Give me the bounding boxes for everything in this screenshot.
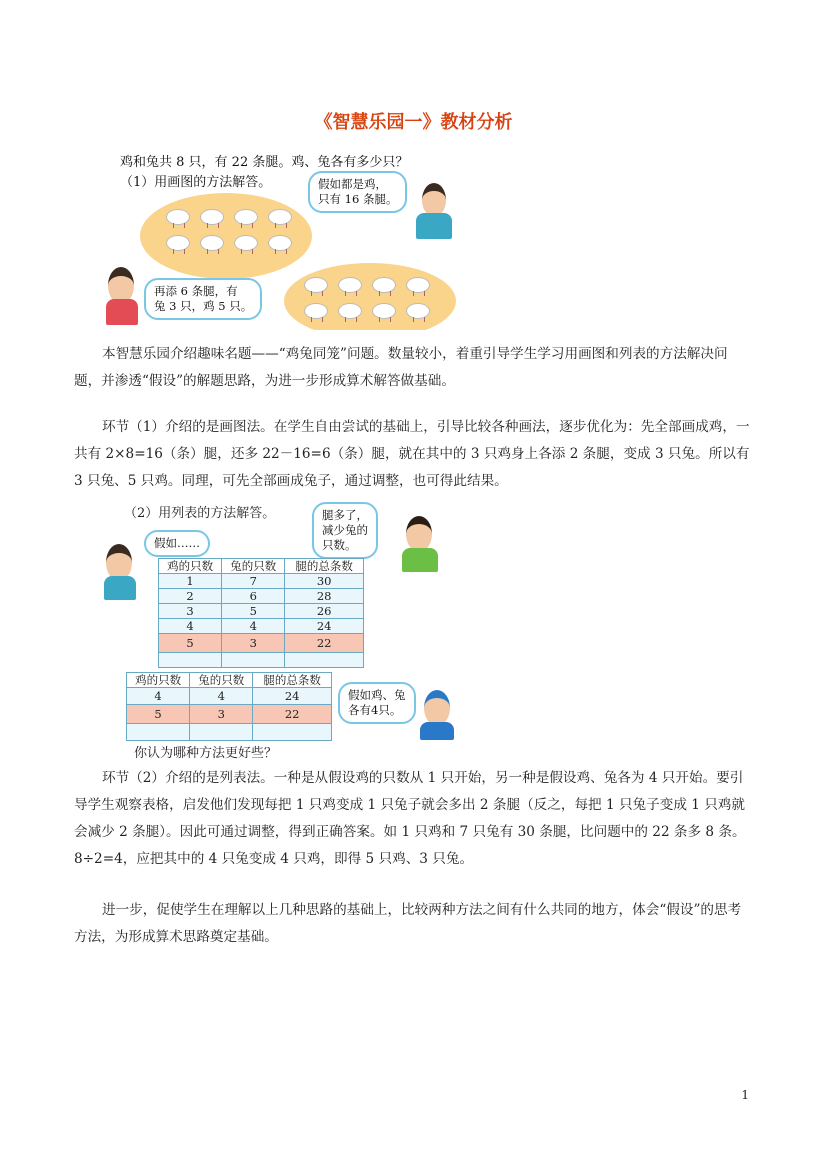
table-header-cell: 鸡的只数 [127,673,190,688]
table-from-one [158,558,364,668]
paragraph-text: 本智慧乐园介绍趣味名题——“鸡兔同笼”问题。数量较小，着重引导学生学习用画图和列表的方法解决问题，并渗透“假设”的解题思路，为进一步形成算术解答做基础。 [74,346,728,389]
table-cell: 6 [222,589,285,604]
table-cell: 4 [127,688,190,705]
table-cell: 2 [159,589,222,604]
speech-bubble-right [308,171,407,213]
table-cell: 3 [190,705,253,724]
bubble-line: 只有 16 条腿。 [318,192,398,206]
paragraph-step1 [74,414,754,495]
speech-bubble-left: 假如…… [144,530,210,557]
table-cell: 7 [222,574,285,589]
animal-drawing [338,277,362,293]
paragraph-intro [74,341,754,395]
paragraph-summary [74,897,754,951]
bubble-line: 假如鸡、兔 [348,688,406,702]
bubble-line: 减少兔的 [322,523,368,537]
table-cell: 5 [222,604,285,619]
animal-drawing [234,209,258,225]
animal-drawing [372,277,396,293]
table-header-row [159,559,364,574]
paragraph-text: 环节（2）介绍的是列表法。一种是从假设鸡的只数从 1 只开始，另一种是假设鸡、兔各为 4 只开始。要引导学生观察表格，启发他们发现每把 1 只鸡变成 1 只兔子就会多出 2 条腿（反之，每把 1 只兔子变成 1 只鸡就会减少 2 条腿）。因此可通过调整，得到正确答案。如 1 只鸡和 7 只兔有 30 条腿，比问题中的 22 条多 8 条。8÷2=4，应把其中的 4 只兔变成 4 只鸡，即得 5 只鸡、3 只兔。 [74,770,746,867]
table-cell: 5 [127,705,190,724]
table-header-cell: 兔的只数 [190,673,253,688]
animal-drawing [200,209,224,225]
figure-caption: （2）用列表的方法解答。 [124,506,276,521]
animal-drawing [406,303,430,319]
table-cell: 5 [159,634,222,653]
table-row [127,688,332,705]
animal-drawing [268,209,292,225]
animal-drawing [304,303,328,319]
table-header-cell: 腿的总条数 [285,559,364,574]
chicken-rabbit-group-oval [284,263,456,330]
table-cell [159,653,222,668]
paragraph-text: 进一步，促使学生在理解以上几种思路的基础上，比较两种方法之间有什么共同的地方，体会“假设”的思考方法，为形成算术思路奠定基础。 [74,902,742,945]
paragraph-text: 环节（1）介绍的是画图法。在学生自由尝试的基础上，引导比较各种画法，逐步优化为：先全部画成鸡，一共有 2×8=16（条）腿，还多 22－16=6（条）腿，就在其中的 3 只鸡身上各添 2 条腿，变成 3 只兔。所以有 3 只兔、5 只鸡。同理，可先全部画成兔子，通过调整，也可得此结果。 [74,419,750,489]
table-header-cell: 腿的总条数 [253,673,332,688]
table-cell: 24 [253,688,332,705]
table-row [159,604,364,619]
table-header-cell: 鸡的只数 [159,559,222,574]
table-cell: 30 [285,574,364,589]
table-row [127,724,332,741]
table-cell: 28 [285,589,364,604]
bubble-line: 各有4只。 [348,703,402,717]
table-cell [222,653,285,668]
figure-subheading: （1）用画图的方法解答。 [120,175,272,190]
bubble-line: 只数。 [322,538,357,552]
table-cell [190,724,253,741]
bubble-line: 假如都是鸡， [318,177,387,191]
animal-drawing [200,235,224,251]
table-cell: 22 [285,634,364,653]
page-title: 《智慧乐园一》教材分析 [314,112,513,133]
figure-drawing-method [104,147,461,330]
table-row [159,619,364,634]
bubble-line: 再添 6 条腿，有 [154,284,238,298]
animal-drawing [234,235,258,251]
table-cell: 22 [253,705,332,724]
animal-drawing [372,303,396,319]
table-cell [127,724,190,741]
speech-bubble-right [312,502,378,559]
table-cell: 4 [190,688,253,705]
figure-question: 你认为哪种方法更好些？ [134,746,278,761]
table-from-four [126,672,332,741]
table-row-highlighted [159,634,364,653]
animal-drawing [406,277,430,293]
table-cell: 1 [159,574,222,589]
figure-question: 鸡和兔共 8 只，有 22 条腿。鸡、兔各有多少只？ [120,155,409,170]
table-cell [253,724,332,741]
table-row [159,653,364,668]
table-header-cell: 兔的只数 [222,559,285,574]
speech-bubble-left [144,278,262,320]
table-cell: 3 [159,604,222,619]
table-cell: 24 [285,619,364,634]
page-number: 1 [741,1088,749,1102]
bubble-line: 兔 3 只，鸡 5 只。 [154,299,253,313]
table-cell [285,653,364,668]
table-cell: 4 [159,619,222,634]
table-cell: 4 [222,619,285,634]
speech-bubble-bottom [338,682,416,724]
animal-drawing [304,277,328,293]
table-row-highlighted [127,705,332,724]
figure-table-method [104,500,461,762]
table-header-row [127,673,332,688]
paragraph-step2 [74,765,754,873]
animal-drawing [338,303,362,319]
animal-drawing [268,235,292,251]
table-row [159,574,364,589]
table-row [159,589,364,604]
table-cell: 3 [222,634,285,653]
animal-drawing [166,235,190,251]
bubble-line: 腿多了， [322,508,368,522]
table-cell: 26 [285,604,364,619]
animal-drawing [166,209,190,225]
